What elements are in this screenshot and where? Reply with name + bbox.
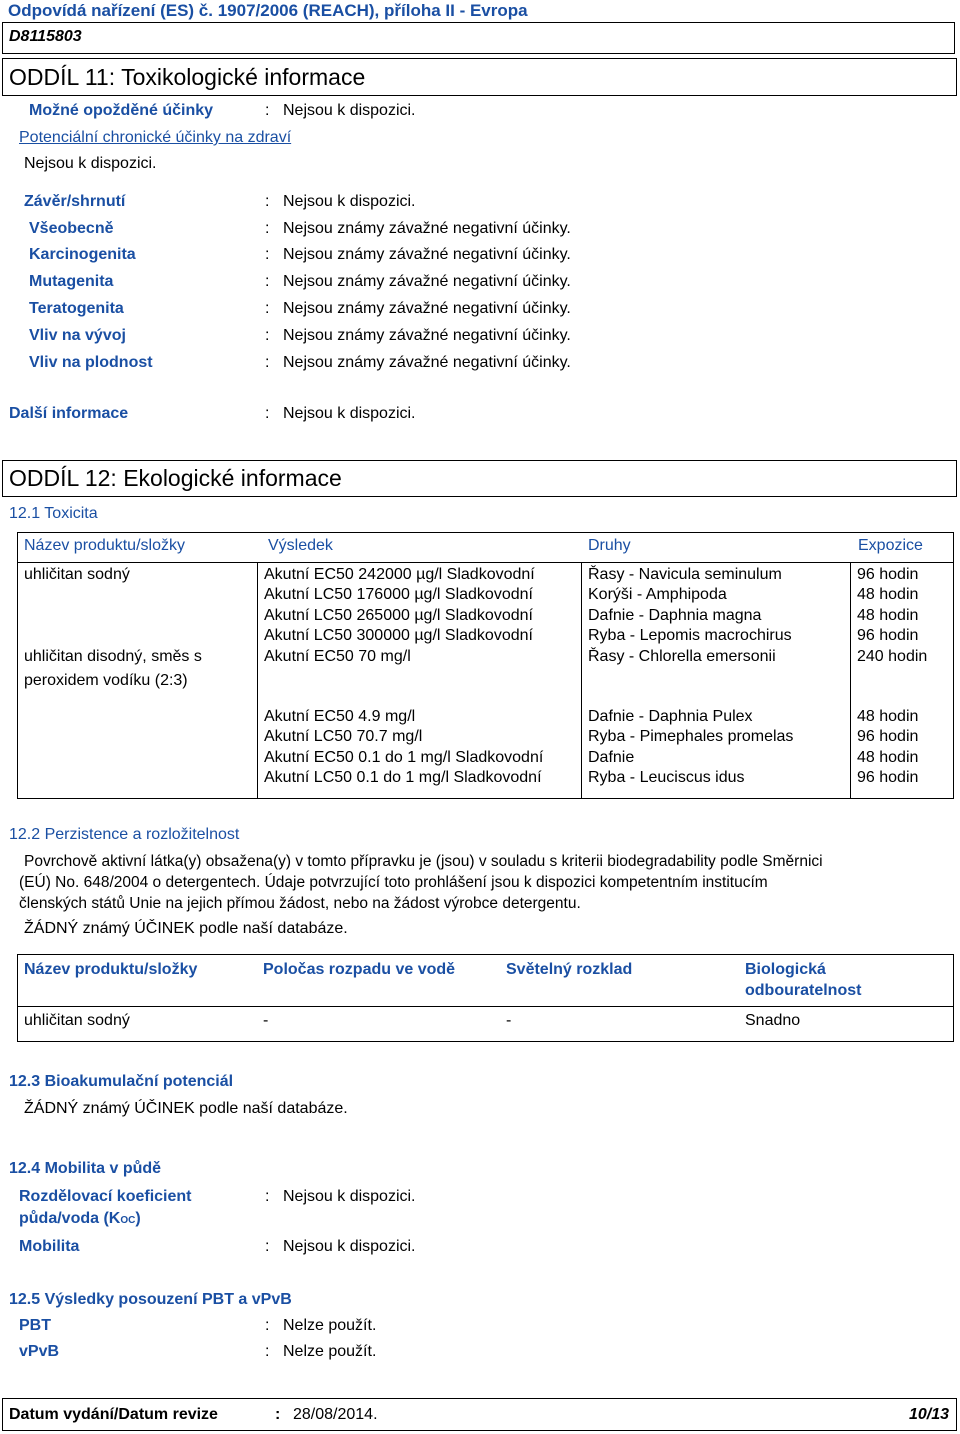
regulation-header: Odpovídá nařízení (ES) č. 1907/2006 (REACH), příloha II - Evropa	[8, 1, 528, 20]
s11-item-label: Vliv na vývoj	[29, 327, 126, 344]
tox-header-result: Výsledek	[268, 537, 333, 554]
pers-header-biodeg-line1: Biologická	[745, 961, 826, 978]
koc-label-line2: půda/voda (KOC)	[19, 1210, 141, 1227]
tox-col-divider-2	[581, 562, 582, 799]
tox-result: Akutní LC50 0.1 do 1 mg/l Sladkovodní	[264, 769, 542, 787]
tox-product-2-line1: uhličitan disodný, směs s	[24, 648, 202, 665]
tox-header-exposure: Expozice	[858, 537, 923, 554]
mobility-heading: 12.4 Mobilita v půdě	[9, 1160, 162, 1177]
delayed-effects-label: Možné opožděné účinky	[29, 102, 214, 119]
delayed-effects-colon: :	[265, 102, 270, 119]
s11-item-colon: :	[265, 193, 270, 210]
tox-species: Ryba - Lepomis macrochirus	[588, 627, 792, 645]
tox-exposure: 96 hodin	[857, 728, 919, 746]
tox-result: Akutní LC50 70.7 mg/l	[264, 728, 423, 746]
s11-item-value: Nejsou známy závažné negativní účinky.	[283, 327, 571, 344]
tox-exposure: 96 hodin	[857, 627, 919, 645]
tox-product-1: uhličitan sodný	[24, 566, 130, 583]
tox-exposure: 48 hodin	[857, 606, 919, 624]
vpvb-colon: :	[265, 1343, 270, 1360]
pbt-heading: 12.5 Výsledky posouzení PBT a vPvB	[9, 1291, 292, 1308]
footer-date-value: 28/08/2014.	[293, 1406, 378, 1423]
s11-item-value: Nejsou k dispozici.	[283, 193, 416, 210]
toxicity-heading: 12.1 Toxicita	[9, 505, 98, 522]
s11-item-label: Mutagenita	[29, 273, 114, 290]
s11-item-colon: :	[265, 220, 270, 237]
tox-species: Dafnie	[588, 748, 635, 766]
other-info-value: Nejsou k dispozici.	[283, 405, 416, 422]
s11-item-colon: :	[265, 246, 270, 263]
pers-header-product: Název produktu/složky	[24, 961, 198, 978]
tox-species: Řasy - Chlorella emersonii	[588, 647, 776, 665]
s11-item-label: Závěr/shrnutí	[24, 193, 126, 210]
toxicity-table-header-divider	[17, 562, 954, 563]
s11-item-colon: :	[265, 300, 270, 317]
tox-species: Řasy - Navicula seminulum	[588, 566, 782, 583]
mobility-label: Mobilita	[19, 1238, 80, 1255]
tox-result: Akutní LC50 300000 µg/l Sladkovodní	[264, 627, 533, 645]
tox-product-2-line2: peroxidem vodíku (2:3)	[24, 672, 188, 689]
koc-colon: :	[265, 1188, 270, 1205]
persistence-text-line3: členských států Unie na jejich přímou žádost, nebo na žádost výrobce detergentu.	[19, 895, 581, 912]
tox-species: Dafnie - Daphnia Pulex	[588, 708, 753, 725]
persistence-heading: 12.2 Perzistence a rozložitelnost	[9, 826, 240, 843]
koc-label-line1: Rozdělovací koeficient	[19, 1188, 192, 1205]
tox-exposure: 96 hodin	[857, 769, 919, 787]
tox-exposure: 48 hodin	[857, 586, 919, 604]
pers-row-photolysis: -	[506, 1012, 512, 1029]
pers-header-photolysis: Světelný rozklad	[506, 961, 633, 978]
s11-item-value: Nejsou známy závažné negativní účinky.	[283, 300, 571, 317]
tox-species: Dafnie - Daphnia magna	[588, 606, 762, 624]
mobility-value: Nejsou k dispozici.	[283, 1238, 416, 1255]
s11-item-colon: :	[265, 354, 270, 371]
pers-row-product: uhličitan sodný	[24, 1012, 130, 1029]
tox-result: Akutní LC50 265000 µg/l Sladkovodní	[264, 606, 533, 624]
tox-species: Ryba - Leuciscus idus	[588, 769, 745, 787]
tox-species: Korýši - Amphipoda	[588, 586, 727, 604]
s11-item-value: Nejsou známy závažné negativní účinky.	[283, 246, 571, 263]
bioaccumulation-heading: 12.3 Bioakumulační potenciál	[9, 1073, 234, 1090]
other-info-label: Další informace	[9, 405, 129, 422]
other-info-colon: :	[265, 405, 270, 422]
tox-result: Akutní EC50 0.1 do 1 mg/l Sladkovodní	[264, 748, 544, 766]
persistence-text-line1: Povrchově aktivní látka(y) obsažena(y) v tomto přípravku je (jsou) v souladu s kriterii biodegradability podle Směrnici	[24, 853, 823, 870]
bioaccumulation-note: ŽÁDNÝ známý ÚČINEK podle naší databáze.	[24, 1100, 348, 1117]
doc-code: D8115803	[9, 28, 82, 45]
tox-result: Akutní EC50 70 mg/l	[264, 647, 411, 665]
s11-item-colon: :	[265, 273, 270, 290]
delayed-effects-value: Nejsou k dispozici.	[283, 102, 416, 119]
vpvb-label: vPvB	[19, 1343, 60, 1360]
persistence-note: ŽÁDNÝ známý ÚČINEK podle naší databáze.	[24, 920, 348, 937]
tox-result: Akutní EC50 242000 µg/l Sladkovodní	[264, 566, 535, 583]
chronic-effects-heading: Potenciální chronické účinky na zdraví	[19, 129, 292, 146]
tox-col-divider-3	[850, 562, 851, 799]
footer-colon: :	[275, 1406, 281, 1423]
tox-result: Akutní LC50 176000 µg/l Sladkovodní	[264, 586, 533, 604]
pbt-value: Nelze použít.	[283, 1317, 377, 1334]
section11-title: ODDÍL 11: Toxikologické informace	[9, 64, 366, 90]
chronic-effects-value: Nejsou k dispozici.	[24, 155, 157, 172]
s11-item-colon: :	[265, 327, 270, 344]
mobility-colon: :	[265, 1238, 270, 1255]
s11-item-value: Nejsou známy závažné negativní účinky.	[283, 273, 571, 290]
pers-row-biodeg: Snadno	[745, 1012, 801, 1029]
koc-value: Nejsou k dispozici.	[283, 1188, 416, 1205]
tox-exposure: 48 hodin	[857, 748, 919, 766]
s11-item-label: Vliv na plodnost	[29, 354, 153, 371]
tox-col-divider-1	[257, 562, 258, 799]
tox-species: Ryba - Pimephales promelas	[588, 728, 794, 746]
footer-page-number: 10/13	[909, 1406, 950, 1423]
persistence-text-line2: (EÚ) No. 648/2004 o detergentech. Údaje potvrzující toto prohlášení jsou k dispozici kompetentním institucím	[19, 874, 768, 891]
vpvb-value: Nelze použít.	[283, 1343, 377, 1360]
tox-exposure: 240 hodin	[857, 647, 928, 665]
pers-header-halflife: Poločas rozpadu ve vodě	[263, 961, 456, 978]
tox-result: Akutní EC50 4.9 mg/l	[264, 708, 416, 725]
persistence-table-header-divider	[17, 1006, 954, 1007]
s11-item-value: Nejsou známy závažné negativní účinky.	[283, 220, 571, 237]
s11-item-value: Nejsou známy závažné negativní účinky.	[283, 354, 571, 371]
pers-row-halflife: -	[263, 1012, 269, 1029]
section12-title: ODDÍL 12: Ekologické informace	[9, 465, 342, 491]
tox-exposure: 48 hodin	[857, 708, 919, 725]
s11-item-label: Karcinogenita	[29, 246, 136, 263]
tox-header-species: Druhy	[588, 537, 631, 554]
tox-exposure: 96 hodin	[857, 566, 919, 583]
s11-item-label: Teratogenita	[29, 300, 124, 317]
pbt-colon: :	[265, 1317, 270, 1334]
tox-header-product: Název produktu/složky	[24, 537, 185, 554]
s11-item-label: Všeobecně	[29, 220, 114, 237]
pers-header-biodeg-line2: odbouratelnost	[745, 982, 862, 999]
pbt-label: PBT	[19, 1317, 51, 1334]
doc-code-box	[2, 22, 955, 54]
footer-date-label: Datum vydání/Datum revize	[9, 1406, 218, 1423]
